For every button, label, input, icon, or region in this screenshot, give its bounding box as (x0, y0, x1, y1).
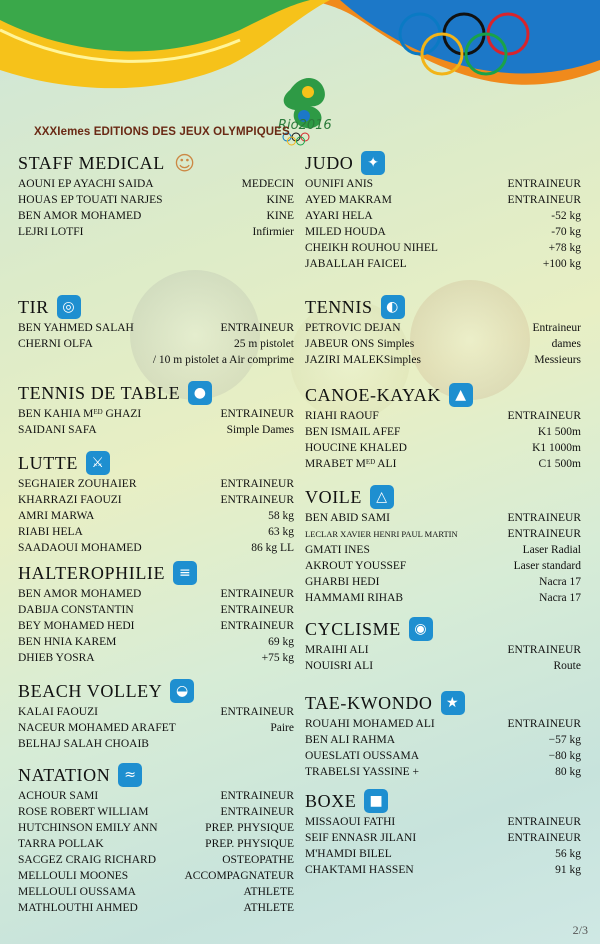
roster-row (305, 716, 581, 732)
athlete-name: GMATI INES (305, 544, 370, 556)
section-swimming (18, 762, 294, 916)
athlete-name: HAMMAMI RIHAB (305, 592, 404, 604)
athlete-role: Laser Radial (522, 544, 581, 556)
roster-row (305, 224, 581, 240)
table-tennis-icon: ● (188, 381, 212, 405)
athlete-role: Simple Dames (226, 424, 294, 436)
roster-row (305, 408, 581, 424)
taekwondo-icon: ★ (441, 691, 465, 715)
athlete-name: NOUISRI ALI (305, 660, 374, 672)
section-header (305, 788, 581, 814)
athlete-role: Nacra 17 (539, 576, 581, 588)
roster-row (18, 192, 294, 208)
roster-row (305, 440, 581, 456)
athlete-role: C1 500m (538, 458, 581, 470)
athlete-name: GHARBI HEDI (305, 576, 380, 588)
roster-row (18, 352, 294, 368)
athlete-name: BEN YAHMED SALAH (18, 322, 134, 334)
athlete-name: BEN AMOR MOHAMED (18, 588, 142, 600)
roster-row (305, 208, 581, 224)
section-cycling (305, 616, 581, 674)
athlete-role: ENTRAINEUR (507, 512, 581, 524)
athlete-role: -70 kg (551, 226, 581, 238)
roster-row (18, 422, 294, 438)
roster-row (305, 764, 581, 780)
athlete-name: KALAI FAOUZI (18, 706, 98, 718)
rio-logo-text: Rio2016 (278, 118, 332, 133)
page-number: 2/3 (572, 923, 588, 937)
athlete-name: JAZIRI MALEKSimples (305, 354, 421, 366)
athlete-name: BEN KAHIA Mᴱᴰ GHAZI (18, 408, 142, 420)
roster-row (18, 602, 294, 618)
athlete-name: AOUNI EP AYACHI SAIDA (18, 178, 154, 190)
athlete-role: ENTRAINEUR (220, 478, 294, 490)
athlete-role: ENTRAINEUR (507, 178, 581, 190)
athlete-role: ENTRAINEUR (220, 604, 294, 616)
section-header (18, 678, 294, 704)
athlete-role: Infirmier (252, 226, 294, 238)
section-title: VOILE (305, 486, 362, 507)
athlete-name: AYARI HELA (305, 210, 373, 222)
section-title: CYCLISME (305, 618, 401, 639)
section-title: TAE-KWONDO (305, 692, 433, 713)
athlete-role: K1 500m (537, 426, 581, 438)
section-header (305, 690, 581, 716)
athlete-name: ACHOUR SAMI (18, 790, 99, 802)
athlete-role: 91 kg (555, 864, 581, 876)
roster-row (18, 720, 294, 736)
roster-row (305, 574, 581, 590)
athlete-name: CHERNI OLFA (18, 338, 93, 350)
athlete-name: MELLOULI OUSSAMA (18, 886, 136, 898)
section-header (305, 484, 581, 510)
athlete-name: RIAHI RAOUF (305, 410, 379, 422)
section-people (18, 150, 294, 240)
roster-row (18, 320, 294, 336)
athlete-role: ENTRAINEUR (507, 832, 581, 844)
roster-row (18, 900, 294, 916)
athlete-role: 58 kg (268, 510, 294, 522)
section-header (18, 380, 294, 406)
athlete-name: HUTCHINSON EMILY ANN (18, 822, 158, 834)
athlete-role: dames (551, 338, 581, 350)
section-beach-volley (18, 678, 294, 752)
athlete-role: ENTRAINEUR (220, 790, 294, 802)
roster-row (18, 852, 294, 868)
athlete-name: MELLOULI MOONES (18, 870, 129, 882)
athlete-role: ENTRAINEUR (507, 816, 581, 828)
athlete-name: M'HAMDI BILEL (305, 848, 392, 860)
athlete-name: LECLAR XAVIER HENRI PAUL MARTIN (305, 529, 458, 539)
roster-row (18, 540, 294, 556)
athlete-name: MRAIHI ALI (305, 644, 369, 656)
athlete-role: OSTEOPATHE (222, 854, 294, 866)
athlete-name: AYED MAKRAM (305, 194, 392, 206)
athlete-role: +75 kg (261, 652, 294, 664)
section-header (18, 450, 294, 476)
section-header (18, 560, 294, 586)
athlete-role: -52 kg (551, 210, 581, 222)
athlete-role: ENTRAINEUR (220, 494, 294, 506)
roster-row (305, 658, 581, 674)
roster-row (305, 830, 581, 846)
athlete-role: Laser standard (513, 560, 581, 572)
section-judo (305, 150, 581, 272)
athlete-role: / 10 m pistolet a Air comprime (152, 354, 294, 366)
athlete-name: CHAKTAMI HASSEN (305, 864, 414, 876)
section-boxing (305, 788, 581, 878)
roster-row (305, 256, 581, 272)
athlete-role: ENTRAINEUR (220, 706, 294, 718)
section-header (305, 382, 581, 408)
roster-row (305, 542, 581, 558)
athlete-name: HOUCINE KHALED (305, 442, 407, 454)
roster-row (18, 524, 294, 540)
section-header (305, 294, 581, 320)
roster-row (18, 224, 294, 240)
athlete-role: ENTRAINEUR (220, 588, 294, 600)
roster-row (18, 406, 294, 422)
athlete-role: Nacra 17 (539, 592, 581, 604)
athlete-role: +78 kg (548, 242, 581, 254)
athlete-name: MATHLOUTHI AHMED (18, 902, 138, 914)
athlete-role: 63 kg (268, 526, 294, 538)
athlete-name: SEIF ENNASR JILANI (305, 832, 417, 844)
athlete-name: BELHAJ SALAH CHOAIB (18, 738, 149, 750)
roster-row (18, 868, 294, 884)
section-table-tennis (18, 380, 294, 438)
athlete-role: 86 kg LL (251, 542, 294, 554)
shooting-icon: ◎ (57, 295, 81, 319)
roster-row (305, 590, 581, 606)
athlete-name: OUNIFI ANIS (305, 178, 374, 190)
roster-row (305, 526, 581, 542)
roster-row (305, 352, 581, 368)
roster-row (305, 176, 581, 192)
roster-row (305, 240, 581, 256)
page-title: XXXIemes EDITIONS DES JEUX OLYMPIQUES (34, 126, 290, 138)
athlete-name: HOUAS EP TOUATI NARJES (18, 194, 163, 206)
section-canoe (305, 382, 581, 472)
section-shooting (18, 294, 294, 368)
section-title: TENNIS DE TABLE (18, 382, 181, 403)
roster-row (18, 884, 294, 900)
roster-row (18, 736, 294, 752)
athlete-name: SAIDANI SAFA (18, 424, 97, 436)
athlete-name: JABALLAH FAICEL (305, 258, 407, 270)
athlete-name: BEN HNIA KAREM (18, 636, 117, 648)
athlete-role: ATHLETE (243, 886, 294, 898)
athlete-name: BEN ABID SAMI (305, 512, 390, 524)
section-header (18, 294, 294, 320)
roster-row (305, 558, 581, 574)
section-header (305, 616, 581, 642)
athlete-name: SAADAOUI MOHAMED (18, 542, 142, 554)
athlete-role: 69 kg (268, 636, 294, 648)
athlete-role: ENTRAINEUR (220, 806, 294, 818)
athlete-role: Entraineur (532, 322, 581, 334)
roster-row (305, 456, 581, 472)
athlete-name: BEN AMOR MOHAMED (18, 210, 142, 222)
athlete-name: PETROVIC DEJAN (305, 322, 401, 334)
athlete-role: 80 kg (555, 766, 581, 778)
athlete-name: DHIEB YOSRA (18, 652, 95, 664)
section-title: BOXE (305, 790, 357, 811)
athlete-role: ENTRAINEUR (507, 410, 581, 422)
roster-row (18, 618, 294, 634)
section-header (18, 762, 294, 788)
athlete-name: BEN ALI RAHMA (305, 734, 396, 746)
section-title: STAFF MEDICAL (18, 152, 165, 173)
roster-row (305, 846, 581, 862)
section-title: TIR (18, 296, 49, 317)
section-title: HALTEROPHILIE (18, 562, 166, 583)
wrestling-icon: ⚔ (86, 451, 110, 475)
athlete-role: −57 kg (548, 734, 581, 746)
tennis-icon: ◐ (381, 295, 405, 319)
athlete-name: MILED HOUDA (305, 226, 386, 238)
roster-row (18, 586, 294, 602)
canoe-icon: ▲ (449, 383, 473, 407)
athlete-role: −80 kg (548, 750, 581, 762)
athlete-role: ENTRAINEUR (507, 644, 581, 656)
athlete-role: ENTRAINEUR (507, 194, 581, 206)
roster-row (18, 634, 294, 650)
athlete-name: RIABI HELA (18, 526, 83, 538)
athlete-name: SEGHAIER ZOUHAIER (18, 478, 137, 490)
roster-row (18, 820, 294, 836)
athlete-name: MRABET Mᴱᴰ ALI (305, 458, 397, 470)
athlete-name: ROUAHI MOHAMED ALI (305, 718, 435, 730)
section-sailing (305, 484, 581, 606)
athlete-role: ACCOMPAGNATEUR (184, 870, 294, 882)
section-header (18, 150, 294, 176)
athlete-role: 56 kg (555, 848, 581, 860)
athlete-role: PREP. PHYSIQUE (205, 838, 294, 850)
section-wrestling (18, 450, 294, 556)
section-title: LUTTE (18, 452, 78, 473)
roster-row (305, 814, 581, 830)
section-title: JUDO (305, 152, 354, 173)
roster-row (305, 424, 581, 440)
judo-icon: ✦ (361, 151, 385, 175)
section-tennis (305, 294, 581, 368)
athlete-role: ENTRAINEUR (507, 718, 581, 730)
athlete-role: KINE (266, 210, 294, 222)
roster-row (305, 862, 581, 878)
athlete-name: AMRI MARWA (18, 510, 95, 522)
athlete-name: SACGEZ CRAIG RICHARD (18, 854, 157, 866)
roster-row (18, 176, 294, 192)
people-icon: ☺ (174, 151, 196, 175)
roster-row (18, 704, 294, 720)
athlete-name: BEY MOHAMED HEDI (18, 620, 135, 632)
athlete-name: TRABELSI YASSINE + (305, 766, 420, 778)
athlete-role: ENTRAINEUR (220, 620, 294, 632)
athlete-name: JABEUR ONS Simples (305, 338, 415, 350)
athlete-name: MISSAOUI FATHI (305, 816, 396, 828)
sailing-icon: △ (370, 485, 394, 509)
athlete-role: KINE (266, 194, 294, 206)
athlete-name: KHARRAZI FAOUZI (18, 494, 122, 506)
athlete-role: K1 1000m (532, 442, 581, 454)
roster-row (18, 804, 294, 820)
roster-row (18, 208, 294, 224)
athlete-role: ENTRAINEUR (507, 528, 581, 540)
roster-row (18, 492, 294, 508)
roster-row (18, 836, 294, 852)
roster-row (18, 650, 294, 666)
athlete-name: CHEIKH ROUHOU NIHEL (305, 242, 438, 254)
athlete-name: AKROUT YOUSSEF (305, 560, 407, 572)
section-header (305, 150, 581, 176)
athlete-role: PREP. PHYSIQUE (205, 822, 294, 834)
athlete-role: ATHLETE (243, 902, 294, 914)
athlete-name: DABIJA CONSTANTIN (18, 604, 134, 616)
weightlifting-icon: ≡ (173, 561, 197, 585)
athlete-name: BEN ISMAIL AFEF (305, 426, 401, 438)
roster-row (305, 320, 581, 336)
athlete-role: MEDECIN (241, 178, 294, 190)
roster-row (18, 788, 294, 804)
roster-row (305, 336, 581, 352)
athlete-role: ENTRAINEUR (220, 408, 294, 420)
athlete-name: NACEUR MOHAMED ARAFET (18, 722, 176, 734)
section-title: CANOE-KAYAK (305, 384, 441, 405)
athlete-name: TARRA POLLAK (18, 838, 104, 850)
athlete-role: +100 kg (542, 258, 581, 270)
section-weightlifting (18, 560, 294, 666)
section-title: BEACH VOLLEY (18, 680, 163, 701)
section-title: TENNIS (305, 296, 373, 317)
athlete-role: Paire (270, 722, 294, 734)
roster-row (305, 732, 581, 748)
boxing-icon: ■ (364, 789, 388, 813)
athlete-name: OUESLATI OUSSAMA (305, 750, 420, 762)
swimming-icon: ≈ (118, 763, 142, 787)
athlete-name: ROSE ROBERT WILLIAM (18, 806, 149, 818)
athlete-name: LEJRI LOTFI (18, 226, 84, 238)
olympic-rings-icon (392, 10, 592, 80)
roster-row (305, 748, 581, 764)
roster-row (305, 192, 581, 208)
section-taekwondo (305, 690, 581, 780)
roster-row (305, 510, 581, 526)
beach-volley-icon: ◒ (170, 679, 194, 703)
athlete-role: Messieurs (534, 354, 581, 366)
athlete-role: 25 m pistolet (233, 338, 294, 350)
roster-row (305, 642, 581, 658)
roster-row (18, 476, 294, 492)
cycling-icon: ◉ (409, 617, 433, 641)
section-title: NATATION (18, 764, 111, 785)
roster-row (18, 336, 294, 352)
athlete-role: ENTRAINEUR (220, 322, 294, 334)
roster-row (18, 508, 294, 524)
athlete-role: Route (553, 660, 581, 672)
